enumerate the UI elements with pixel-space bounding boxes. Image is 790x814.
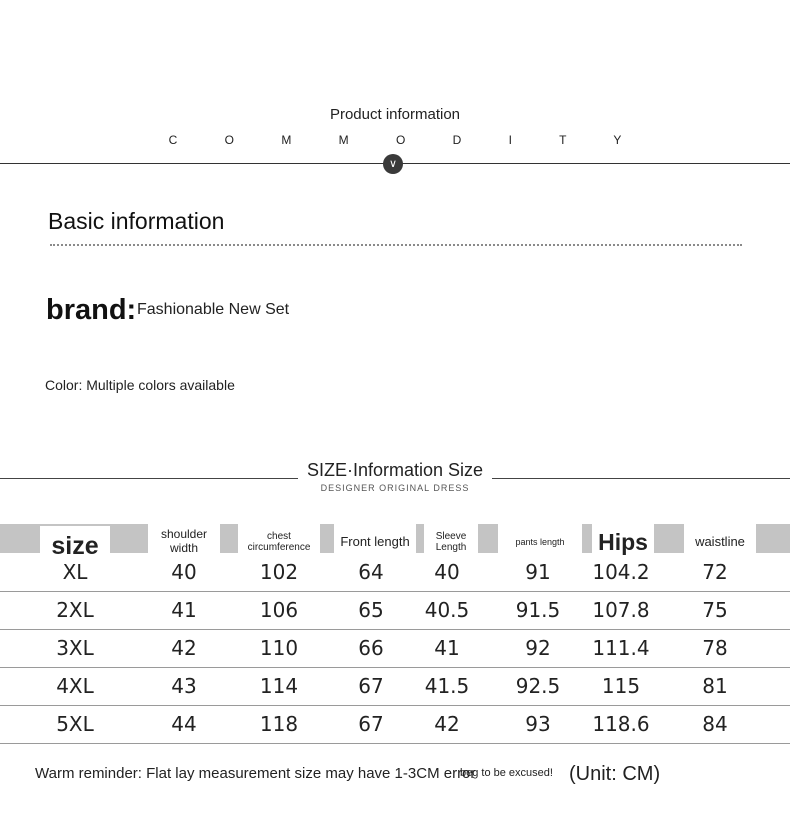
cell-waistline: 81 [702,674,728,698]
cell-waistline: 78 [702,636,728,660]
cell-sleeve-length: 42 [434,712,460,736]
dotted-divider [50,244,742,246]
cell-hips: 111.4 [592,636,650,660]
column-header-chest: chest circumference [238,522,320,562]
cell-chest: 114 [259,674,299,698]
basic-info-title: Basic information [48,208,225,234]
cell-shoulder-width: 42 [171,636,197,660]
column-header-front-length: Front length [334,522,416,562]
cell-hips: 115 [601,674,641,698]
table-row [0,591,790,630]
cell-sleeve-length: 41 [434,636,460,660]
column-header-size: size [40,526,110,566]
cell-size: 5XL [56,712,94,736]
chevron-down-icon: ∨ [383,154,403,174]
cell-front-length: 66 [358,636,384,660]
cell-chest: 110 [259,636,299,660]
cell-shoulder-width: 41 [171,598,197,622]
cell-front-length: 64 [358,560,384,584]
cell-hips: 104.2 [592,560,650,584]
cell-pants-length: 91.5 [515,598,561,622]
column-header-hips: Hips [592,522,654,562]
cell-size: XL [62,560,88,584]
cell-hips: 118.6 [592,712,650,736]
brand-label: brand: [46,294,137,326]
table-row [0,667,790,706]
cell-shoulder-width: 44 [171,712,197,736]
cell-shoulder-width: 40 [171,560,197,584]
product-info-title: Product information [329,106,461,123]
cell-waistline: 72 [702,560,728,584]
column-header-waistline: waistline [684,522,756,562]
cell-shoulder-width: 43 [171,674,197,698]
cell-front-length: 67 [358,674,384,698]
column-header-shoulder-width: shoulder width [148,522,220,562]
column-header-pants-length: pants length [498,522,582,562]
size-divider-left [0,478,298,479]
cell-sleeve-length: 40 [434,560,460,584]
cell-waistline: 84 [702,712,728,736]
cell-chest: 102 [259,560,299,584]
cell-sleeve-length: 41.5 [424,674,470,698]
size-section-title: SIZE·Information Size [306,460,484,480]
measurement-reminder: Warm reminder: Flat lay measurement size may have 1-3CM error [35,765,476,782]
cell-size: 4XL [56,674,94,698]
cell-chest: 118 [259,712,299,736]
table-row [0,629,790,668]
cell-hips: 107.8 [592,598,650,622]
cell-waistline: 75 [702,598,728,622]
unit-label: (Unit: CM) [569,763,661,785]
cell-pants-length: 93 [525,712,551,736]
reminder-apology: beg to be excused! [460,767,553,779]
cell-pants-length: 92 [525,636,551,660]
cell-front-length: 67 [358,712,384,736]
cell-size: 3XL [56,636,94,660]
table-row [0,705,790,744]
size-divider-right [492,478,790,479]
commodity-subtitle: C O M M O D I T Y [168,133,644,147]
color-info: Color: Multiple colors available [45,377,235,393]
cell-sleeve-length: 40.5 [424,598,470,622]
size-section-subtitle: DESIGNER ORIGINAL DRESS [320,483,470,493]
column-header-sleeve-length: Sleeve Length [424,522,478,562]
cell-pants-length: 91 [525,560,551,584]
cell-pants-length: 92.5 [515,674,561,698]
cell-size: 2XL [56,598,94,622]
cell-chest: 106 [259,598,299,622]
brand-value: Fashionable New Set [137,301,290,318]
table-row [0,553,790,592]
cell-front-length: 65 [358,598,384,622]
